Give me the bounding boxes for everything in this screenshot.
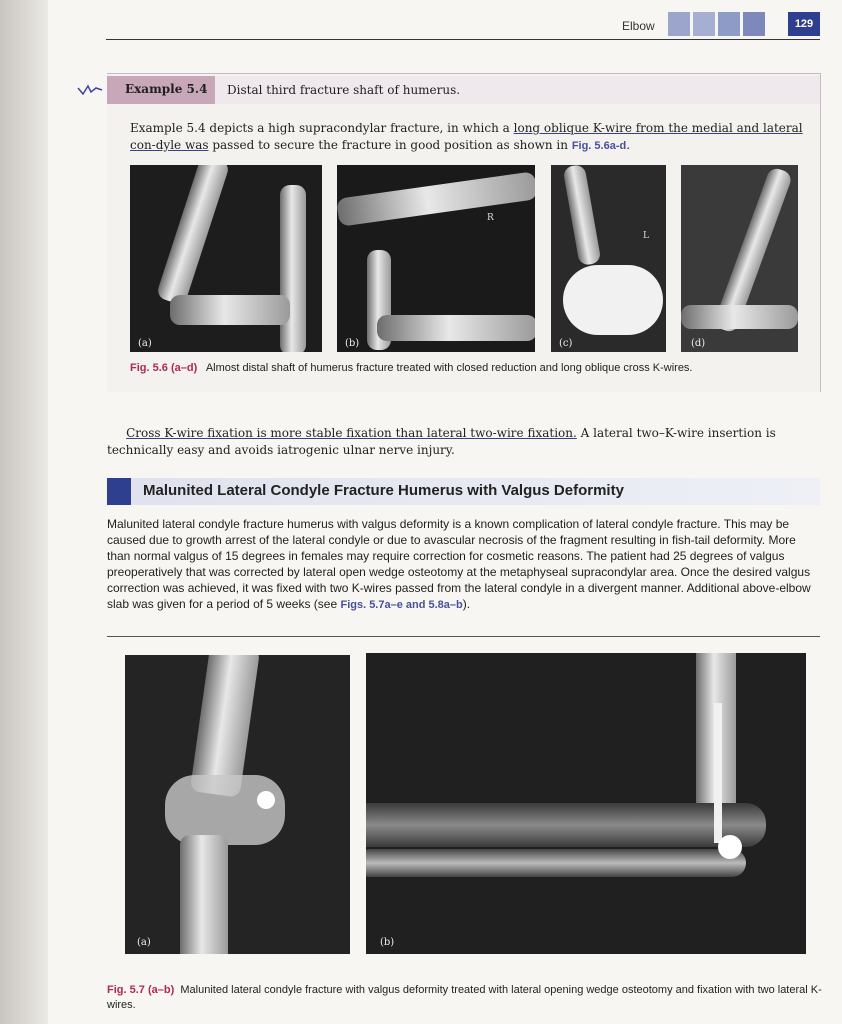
example-text-underlined: long oblique K-wire from the medial and lateral con-dyle was [130,121,803,152]
wire-tip [257,791,275,809]
section-title: Malunited Lateral Condyle Fracture Humerus with Valgus Deformity [143,482,624,499]
xray-5-7-a [125,655,350,954]
caption-text: Almost distal shaft of humerus fracture treated with closed reduction and long oblique cross K-wires. [205,362,693,374]
example-label: Example 5.4 [125,82,208,96]
figure-5-6-caption [130,362,693,374]
panel-label-b: (b) [345,338,360,349]
caption-label: Fig. 5.6 (a–d) [130,362,198,374]
paragraph-underlined: Cross K-wire fixation is more stable fixation than lateral two-wire fixation. [126,426,577,440]
example-text-part: passed to secure the fracture in good position as shown in [208,138,572,152]
paragraph-cross-kwire [107,425,822,459]
paragraph-rest: A lateral two–K-wire insertion is technically easy and avoids iatrogenic ulnar nerve injury. [107,426,776,457]
figure-5-7-caption [107,983,822,1013]
caption-label: Fig. 5.7 (a–b) [107,984,175,996]
xray-5-6-b [337,165,535,352]
figure-reference: Figs. 5.7a–e and 5.8a–b [340,599,463,611]
header-color-blocks [668,12,768,36]
forearm-bone [366,803,766,847]
panel-label-c: (c) [559,338,573,349]
side-marker-l: L [643,231,649,241]
forearm-bone [366,849,746,877]
panel-label-a: (a) [138,338,152,349]
xray-5-6-c [551,165,666,352]
cast-shadow [563,265,663,335]
panel-label-5-7-b: (b) [380,937,395,948]
section-heading-square [107,478,131,505]
figure-reference: Fig. 5.6a-d [571,140,627,152]
k-wire [714,703,722,843]
panel-label-d: (d) [691,338,706,349]
page-number: 129 [788,12,820,36]
example-label-box [107,76,215,104]
header-rule [106,39,820,40]
xray-5-7-b [366,653,806,954]
side-marker-r: R [487,213,494,223]
example-text-part: Example 5.4 depicts a high supracondylar fracture, in which a [130,121,514,135]
section-body-text: Malunited lateral condyle fracture humerus with valgus deformity is a known complication of lateral condyle fracture. This may be caused due to growth arrest of the lateral condyle or due to avascular necrosis of the fragment resulting in fish-tail deformity. More than normal valgus of 15 degrees in females may require correction for cosmetic reasons. The patient had 25 degrees of valgus preoperatively that was corrected by lateral open wedge osteotomy at the metaphyseal supracondylar area. Once the desired valgus correction was achieved, it was fixed with two K-wires passed from the lateral condyle in a divergent manner. Additional above-elbow slab was given for a period of 5 weeks (see [107,517,811,611]
handwritten-check-mark [76,82,104,98]
wire-tip [718,835,742,859]
panel-label-5-7-a: (a) [137,937,151,948]
section-body-end: ). [462,597,471,611]
example-text-end: . [626,138,631,152]
xray-5-6-a [130,165,322,352]
elbow-joint [165,775,285,845]
running-header-section: Elbow [622,19,655,33]
example-title: Distal third fracture shaft of humerus. [227,83,461,97]
example-text [130,120,810,155]
xray-5-6-d [681,165,798,352]
caption-text: Malunited lateral condyle fracture with valgus deformity treated with lateral opening wedge osteotomy and fixation with two lateral K-wires. [107,984,822,1011]
section-body [107,516,822,613]
book-spine-shadow [0,0,50,1024]
